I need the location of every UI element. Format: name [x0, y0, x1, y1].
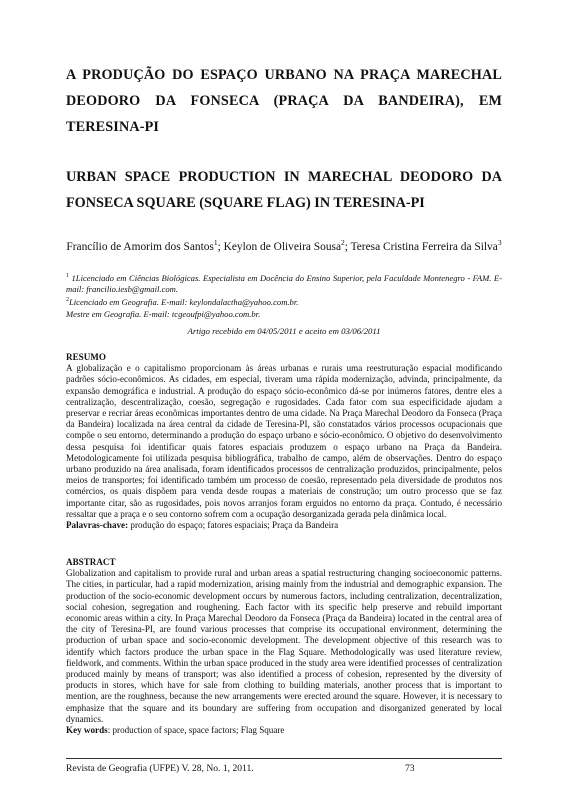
title-portuguese: A PRODUÇÃO DO ESPAÇO URBANO NA PRAÇA MARECHAL DEODORO DA FONSECA (PRAÇA DA BANDEIRA), EM TERESINA-PI	[66, 67, 502, 135]
author-name: Teresa Cristina Ferreira da Silva	[350, 240, 498, 253]
author-separator: ;	[217, 240, 224, 253]
affiliation-mark: 1	[66, 273, 69, 279]
resumo-keywords	[66, 520, 502, 531]
affiliation-3: Mestre em Geografia. E-mail: tcgeoufpi@yahoo.com.br.	[66, 308, 261, 319]
footer-journal: Revista de Geografia (UFPE) V. 28, No. 1, 2011.	[66, 763, 254, 774]
resumo-body: A globalização e o capitalismo proporcionam às áreas urbanas e rurais uma reestruturação espacial modificando padrões sócio-econômicos. As cidades, em especial, tiveram uma rápida modernização, advinda, principalmente, da expansão demográfica e industrial. A produção do espaço sócio-econômico dá-se por inúmeros fatores, dentre eles a centralização, descentralização, coesão, segregação e rugosidades. Cada fator com sua especificidade ajudam a preservar e recriar áreas econômicas importantes dentro de uma cidade. Na Praça Marechal Deodoro da Fonseca (Praça da Bandeira) localizada na área central da cidade de Teresina-PI, são constatados vários processos ocupacionais que compõe o seu entorno, determinando a produção do espaço urbano e sócio-econômico. O objetivo do desenvolvimento dessa pesquisa foi identificar quais fatores espaciais produzem o espaço urbano na Praça da Bandeira. Metodologicamente foi utilizada pesquisa bibliográfica, trabalho de campo, além de observações. Dentro do espaço urbano produzido na área analisada, foram identificados processos de centralização produzidos, principalmente, pelos meios de transportes; foi identificado também um processo de coesão, representado pela diversidade de produtos nos comércios, os quais dispõem para venda desde roupas a materiais de construção; um outro processo que se faz importante citar, são as rugosidades, pois novos arranjos foram erguidos no entorno da praça. Contudo, é necessário ressaltar que a praça e o seu contorno sofrem com a ocupação desorganizada gerada pela dinâmica local.	[66, 363, 502, 519]
author-affil-mark: 2	[341, 238, 345, 247]
resumo-section	[66, 352, 502, 531]
keywords-label: Palavras-chave:	[66, 520, 129, 531]
author-name: Keylon de Oliveira Sousa	[223, 240, 342, 253]
footer-page-number: 73	[405, 763, 415, 774]
affiliation-mark: 2	[66, 297, 69, 304]
keywords-text: produção do espaço; fatores espaciais; Praça da Bandeira	[128, 520, 339, 531]
title-english: URBAN SPACE PRODUCTION IN MARECHAL DEODORO DA FONSECA SQUARE (SQUARE FLAG) IN TERESINA-PI	[66, 169, 502, 211]
author-list	[66, 233, 502, 257]
author-name: Francílio de Amorim dos Santos	[66, 240, 214, 253]
author-separator: ;	[344, 240, 351, 253]
keywords-text: : production of space, space factors; Flag Square	[107, 725, 285, 736]
affiliation-2: $^2$Licenciado em Geografia. E-mail: keylondalactha@yahoo.com.br.	[66, 297, 299, 308]
resumo-heading: RESUMO	[66, 352, 106, 362]
affiliation-1: $^1$ 1Licenciado em Ciências Biológicas. Especialista em Docência do Ensino Superior, pela Faculdade Montenegro - FAM. E-mail: francilio.iesb@gmail.com.	[66, 272, 502, 295]
abstract-keywords	[66, 725, 502, 736]
author-affil-mark: 1	[213, 238, 218, 247]
affiliations	[66, 271, 502, 320]
abstract-body: Globalization and capitalism to provide rural and urban areas a spatial restructuring changing socioeconomic patterns. The cities, in particular, had a rapid modernization, arising mainly from the industrial and demographic expansion. The production of the socio-economic development occurs by numerous factors, including centralization, decentralization, social cohesion, segregation and roughening. Each factor with its specific help preserve and rebuild important economic areas within a city. In Praça Marechal Deodoro da Fonseca (Praça da Bandeira) located in the central area of the city of Teresina-PI, are found various processes that comprise its occupational environment, determining the production of urban space and socio-economic development. The development objective of this research was to identify which factors produce the urban space in the Flag Square. Methodologically was used literature review, fieldwork, and comments. Within the urban space produced in the study area were identified processes of centralization produced mainly by means of transport; was also identified a process of cohesion, represented by the diversity of products in stores, which have for sale from clothing to building materials, another process that is important to mention, are the roughness, because the new arrangements were erected around the square. However, it is necessary to emphasize that the square and its boundary are suffering from occupation and disorganized generated by local dynamics.	[66, 568, 502, 724]
author-affil-mark: 3	[497, 238, 502, 247]
keywords-label: Key words	[66, 725, 108, 736]
abstract-heading: ABSTRACT	[66, 557, 116, 567]
received-date-note: Artigo recebido em 04/05/2011 e aceito em 03/06/2011	[187, 326, 381, 336]
footer-divider	[66, 758, 502, 759]
abstract-section	[66, 557, 502, 736]
